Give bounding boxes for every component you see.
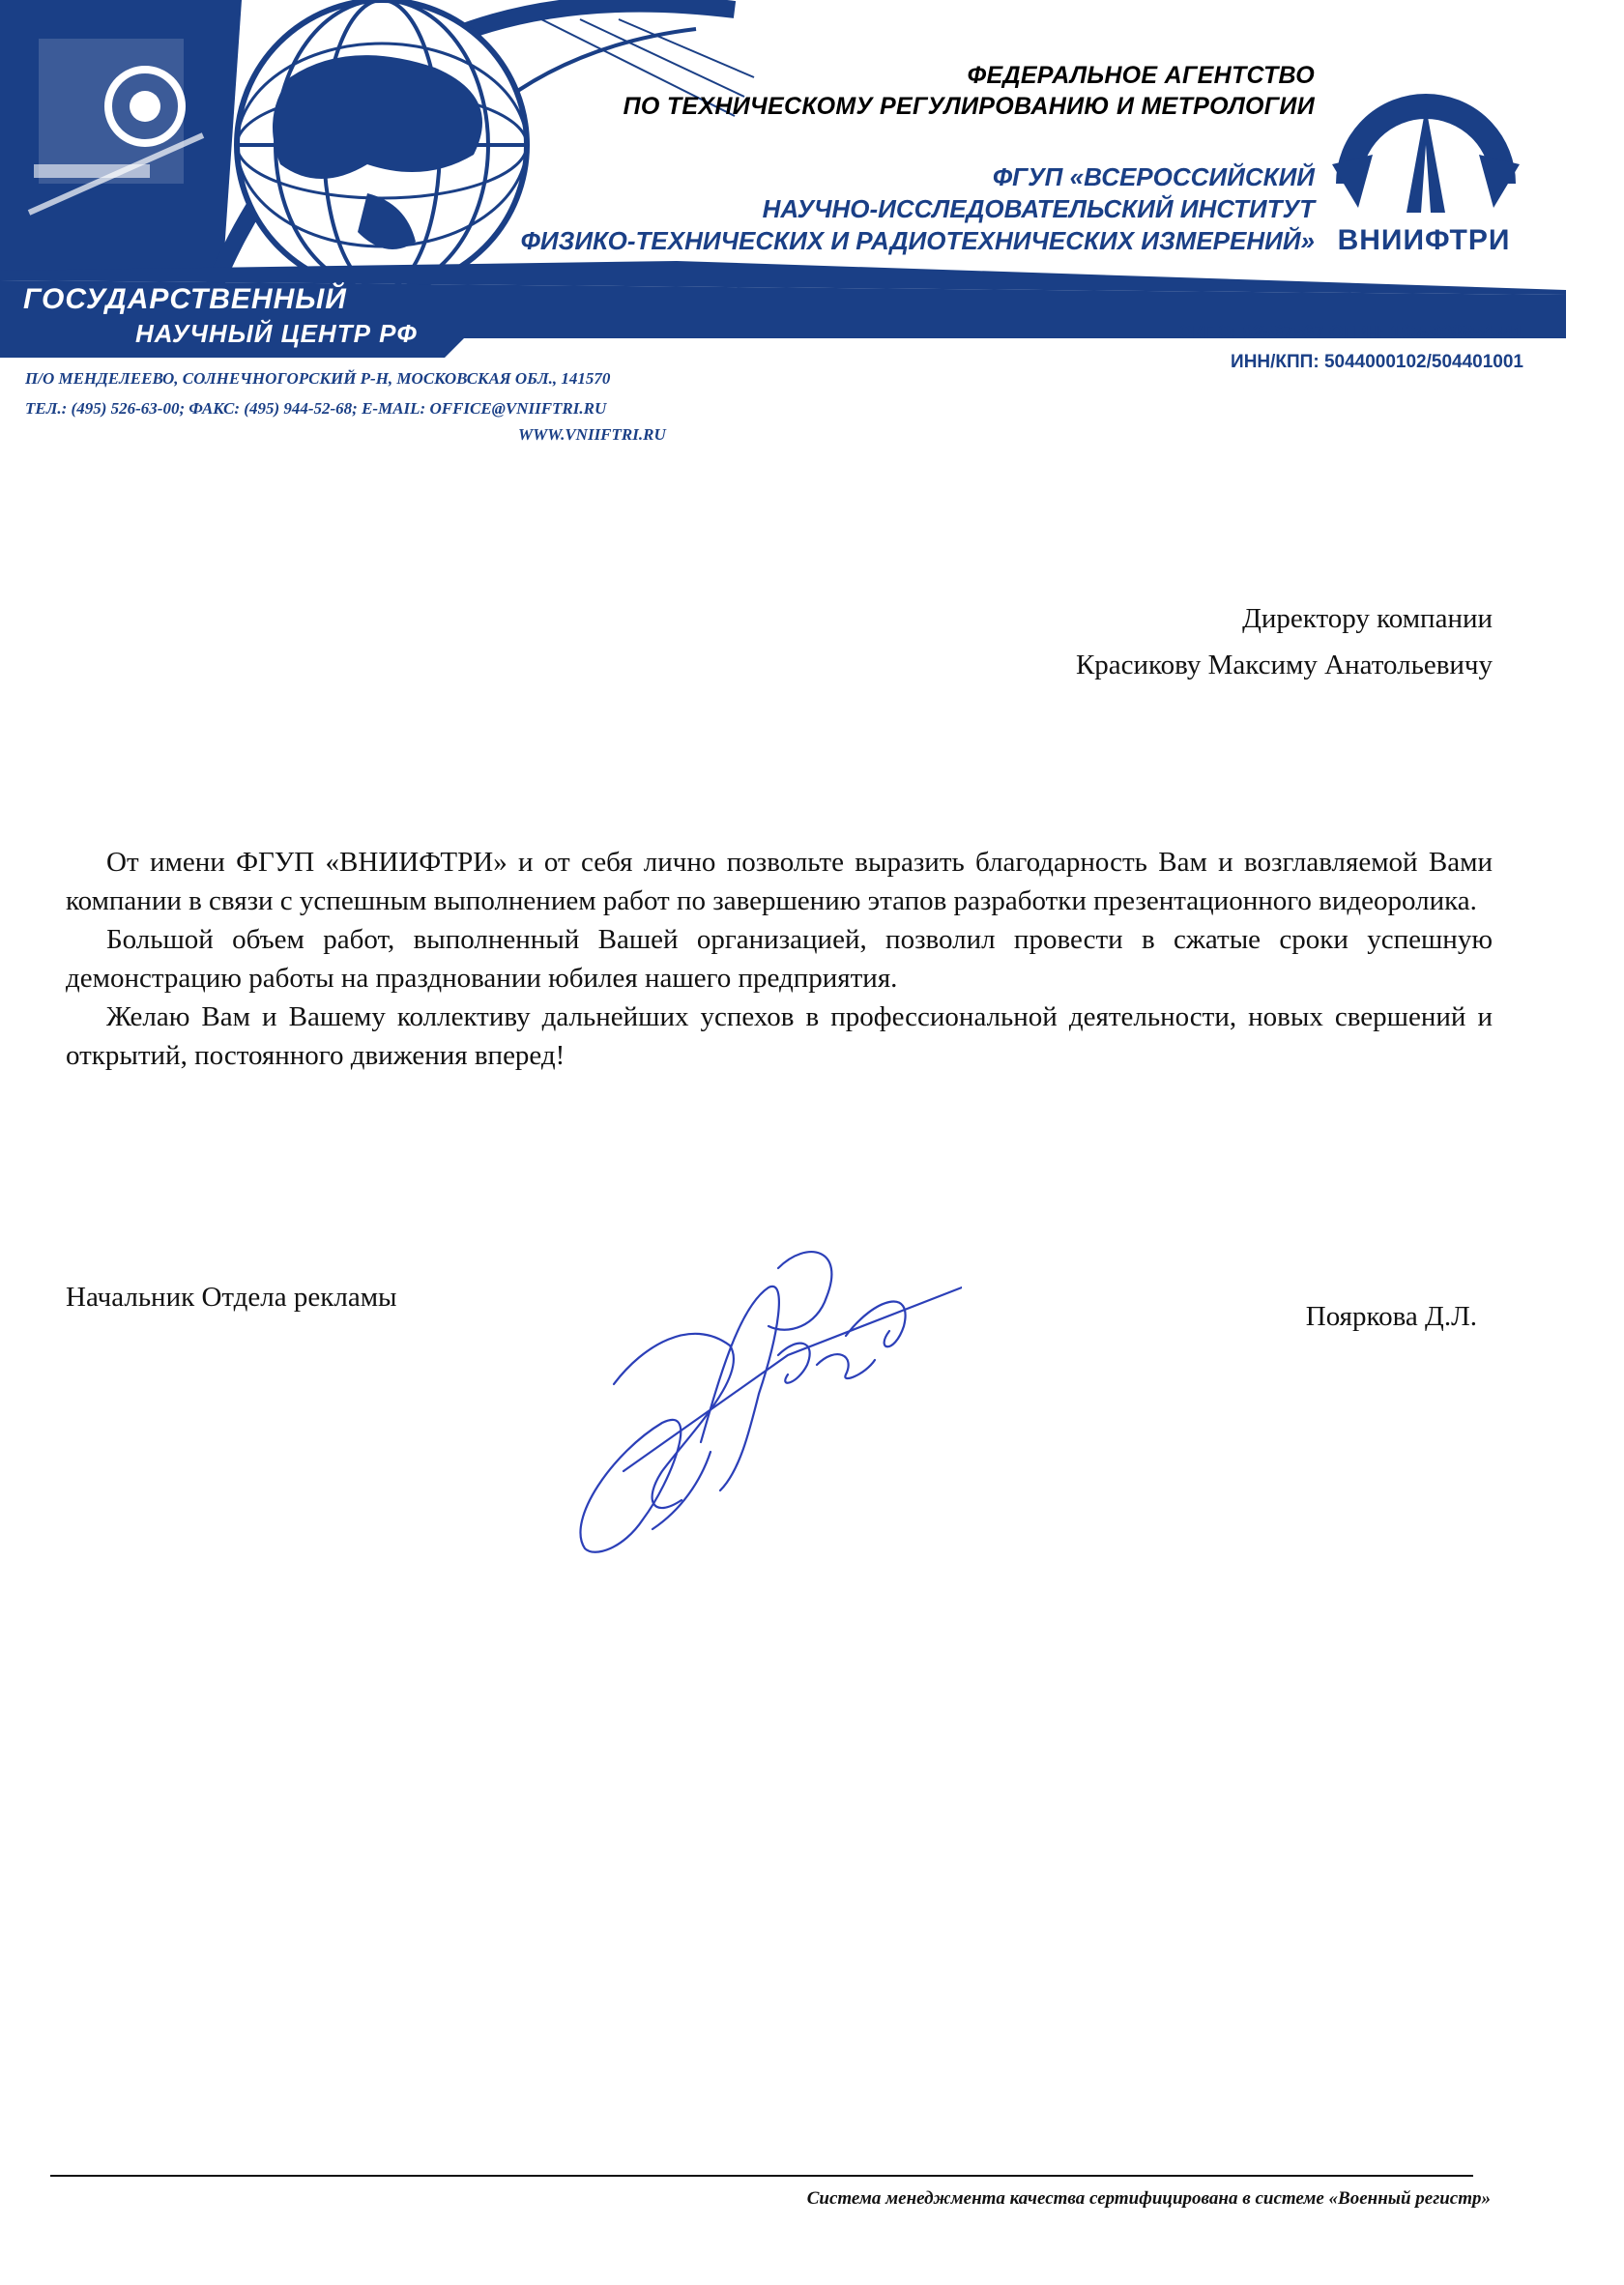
contact-details: ТЕЛ.: (495) 526-63-00; ФАКС: (495) 944-52-68; E-MAIL: OFFICE@VNIIFTRI.RU bbox=[25, 399, 607, 418]
logo-name: ВНИИФТРИ bbox=[1337, 224, 1511, 256]
recipient-name: Красикову Максиму Анатольевичу bbox=[1075, 650, 1493, 680]
body-paragraph: От имени ФГУП «ВНИИФТРИ» и от себя лично позвольте выразить благодарность Вам и возглавляемой Вами компании в связи с успешным выполнением работ по завершению этапов разработки презентационного видеоролика. bbox=[66, 847, 1493, 916]
gov-center-line2: НАУЧНЫЙ ЦЕНТР РФ bbox=[135, 319, 418, 348]
body-paragraph: Большой объем работ, выполненный Вашей организацией, позволил провести в сжатые сроки успешную демонстрацию работы на праздновании юбилея нашего предприятия. bbox=[66, 924, 1493, 994]
agency-name-line1: ФЕДЕРАЛЬНОЕ АГЕНТСТВО bbox=[967, 62, 1315, 89]
website-link[interactable]: WWW.VNIIFTRI.RU bbox=[518, 425, 666, 444]
postal-address: П/О МЕНДЕЛЕЕВО, СОЛНЕЧНОГОРСКИЙ Р-Н, МОСКОВСКАЯ ОБЛ., 141570 bbox=[25, 369, 611, 388]
vniiftri-logo-icon bbox=[1332, 106, 1520, 213]
footer-divider bbox=[50, 2175, 1473, 2177]
gov-center-line1: ГОСУДАРСТВЕННЫЙ bbox=[23, 283, 347, 315]
registration-codes-line1: ОКПО: 02567567 ОГРН: 1035008854341 bbox=[1177, 323, 1523, 343]
agency-name-line2: ПО ТЕХНИЧЕСКОМУ РЕГУЛИРОВАНИЮ И МЕТРОЛОГИИ bbox=[623, 93, 1315, 120]
recipient-title: Директору компании bbox=[1242, 603, 1493, 634]
institute-name-line1: ФГУП «ВСЕРОССИЙСКИЙ bbox=[992, 162, 1315, 191]
signatory-position: Начальник Отдела рекламы bbox=[66, 1282, 397, 1313]
footer-certification-note: Система менеджмента качества сертифицирована в системе «Военный регистр» bbox=[806, 2188, 1491, 2209]
body-paragraph: Желаю Вам и Вашему коллективу дальнейших успехов в профессиональной деятельности, новых свершений и открытий, постоянного движения вперед! bbox=[66, 1001, 1493, 1071]
registration-codes-line2: ИНН/КПП: 5044000102/504401001 bbox=[1231, 352, 1523, 372]
institute-name-line2: НАУЧНО-ИССЛЕДОВАТЕЛЬСКИЙ ИНСТИТУТ bbox=[762, 194, 1315, 223]
letter-body bbox=[66, 843, 1493, 1075]
institute-name-line3: ФИЗИКО-ТЕХНИЧЕСКИХ И РАДИОТЕХНИЧЕСКИХ ИЗМЕРЕНИЙ» bbox=[520, 226, 1315, 255]
equipment-illustration bbox=[0, 0, 242, 280]
handwritten-signature bbox=[556, 1229, 962, 1577]
signatory-name: Пояркова Д.Л. bbox=[1305, 1301, 1477, 1332]
